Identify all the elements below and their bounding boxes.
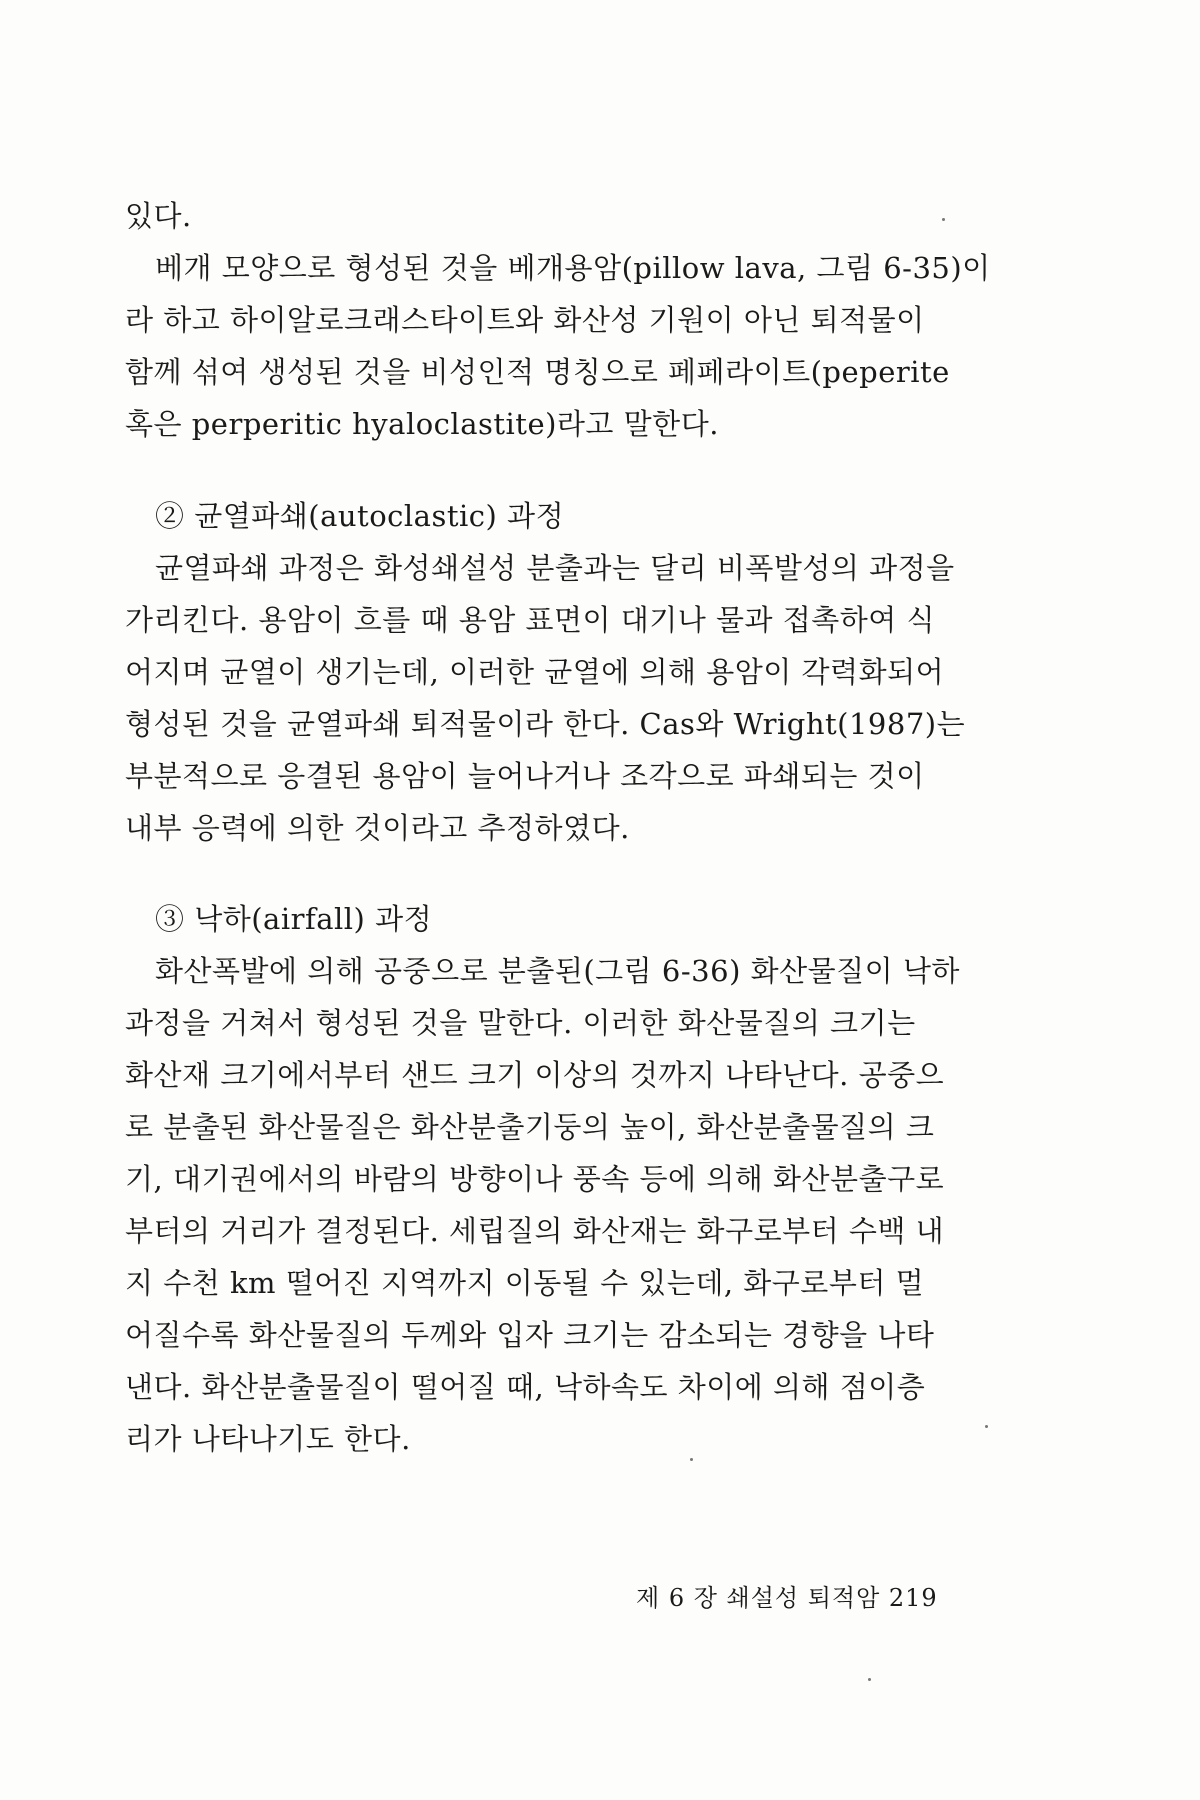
text-line: 균열파쇄 과정은 화성쇄설성 분출과는 달리 비폭발성의 과정을 [155, 551, 955, 585]
text-line: 베개 모양으로 형성된 것을 베개용암(pillow lava, 그림 6-35)이 [155, 251, 991, 285]
text-line: 과정을 거쳐서 형성된 것을 말한다. 이러한 화산물질의 크기는 [125, 1006, 916, 1040]
paper-speck [690, 1458, 693, 1461]
section-heading: ③ 낙하(airfall) 과정 [155, 902, 433, 936]
text-line: 기, 대기권에서의 바람의 방향이나 풍속 등에 의해 화산분출구로 [125, 1162, 945, 1196]
section-heading: ② 균열파쇄(autoclastic) 과정 [155, 499, 565, 533]
text-line: 리가 나타나기도 한다. [125, 1422, 411, 1456]
text-line: 혹은 perperitic hyaloclastite)라고 말한다. [125, 407, 719, 441]
text-line: 내부 응력에 의한 것이라고 추정하였다. [125, 811, 630, 845]
text-line: 어질수록 화산물질의 두께와 입자 크기는 감소되는 경향을 나타 [125, 1318, 935, 1352]
text-line: 있다. [125, 199, 192, 233]
section-autoclastic [125, 490, 1010, 854]
intro-paragraph [125, 190, 1010, 450]
text-line: 형성된 것을 균열파쇄 퇴적물이라 한다. Cas와 Wright(1987)는 [125, 707, 966, 741]
text-line: 화산폭발에 의해 공중으로 분출된(그림 6-36) 화산물질이 낙하 [155, 954, 960, 988]
text-line: 낸다. 화산분출물질이 떨어질 때, 낙하속도 차이에 의해 점이층 [125, 1370, 926, 1404]
text-line: 화산재 크기에서부터 샌드 크기 이상의 것까지 나타난다. 공중으 [125, 1058, 945, 1092]
text-line: 어지며 균열이 생기는데, 이러한 균열에 의해 용암이 각력화되어 [125, 655, 945, 689]
text-line: 부터의 거리가 결정된다. 세립질의 화산재는 화구로부터 수백 내 [125, 1214, 945, 1248]
text-line: 지 수천 km 떨어진 지역까지 이동될 수 있는데, 화구로부터 멀 [125, 1266, 925, 1300]
page-footer: 제 6 장 쇄설성 퇴적암 219 [636, 1584, 938, 1612]
text-line: 부분적으로 응결된 용암이 늘어나거나 조각으로 파쇄되는 것이 [125, 759, 925, 793]
text-line: 함께 섞여 생성된 것을 비성인적 명칭으로 페페라이트(peperite [125, 355, 950, 389]
section-airfall [125, 893, 1010, 1465]
paper-speck [942, 218, 945, 221]
paper-speck [985, 1425, 988, 1428]
text-line: 로 분출된 화산물질은 화산분출기둥의 높이, 화산분출물질의 크 [125, 1110, 935, 1144]
paper-speck [868, 1678, 871, 1681]
text-line: 가리킨다. 용암이 흐를 때 용암 표면이 대기나 물과 접촉하여 식 [125, 603, 936, 637]
text-line: 라 하고 하이알로크래스타이트와 화산성 기원이 아닌 퇴적물이 [125, 303, 925, 337]
